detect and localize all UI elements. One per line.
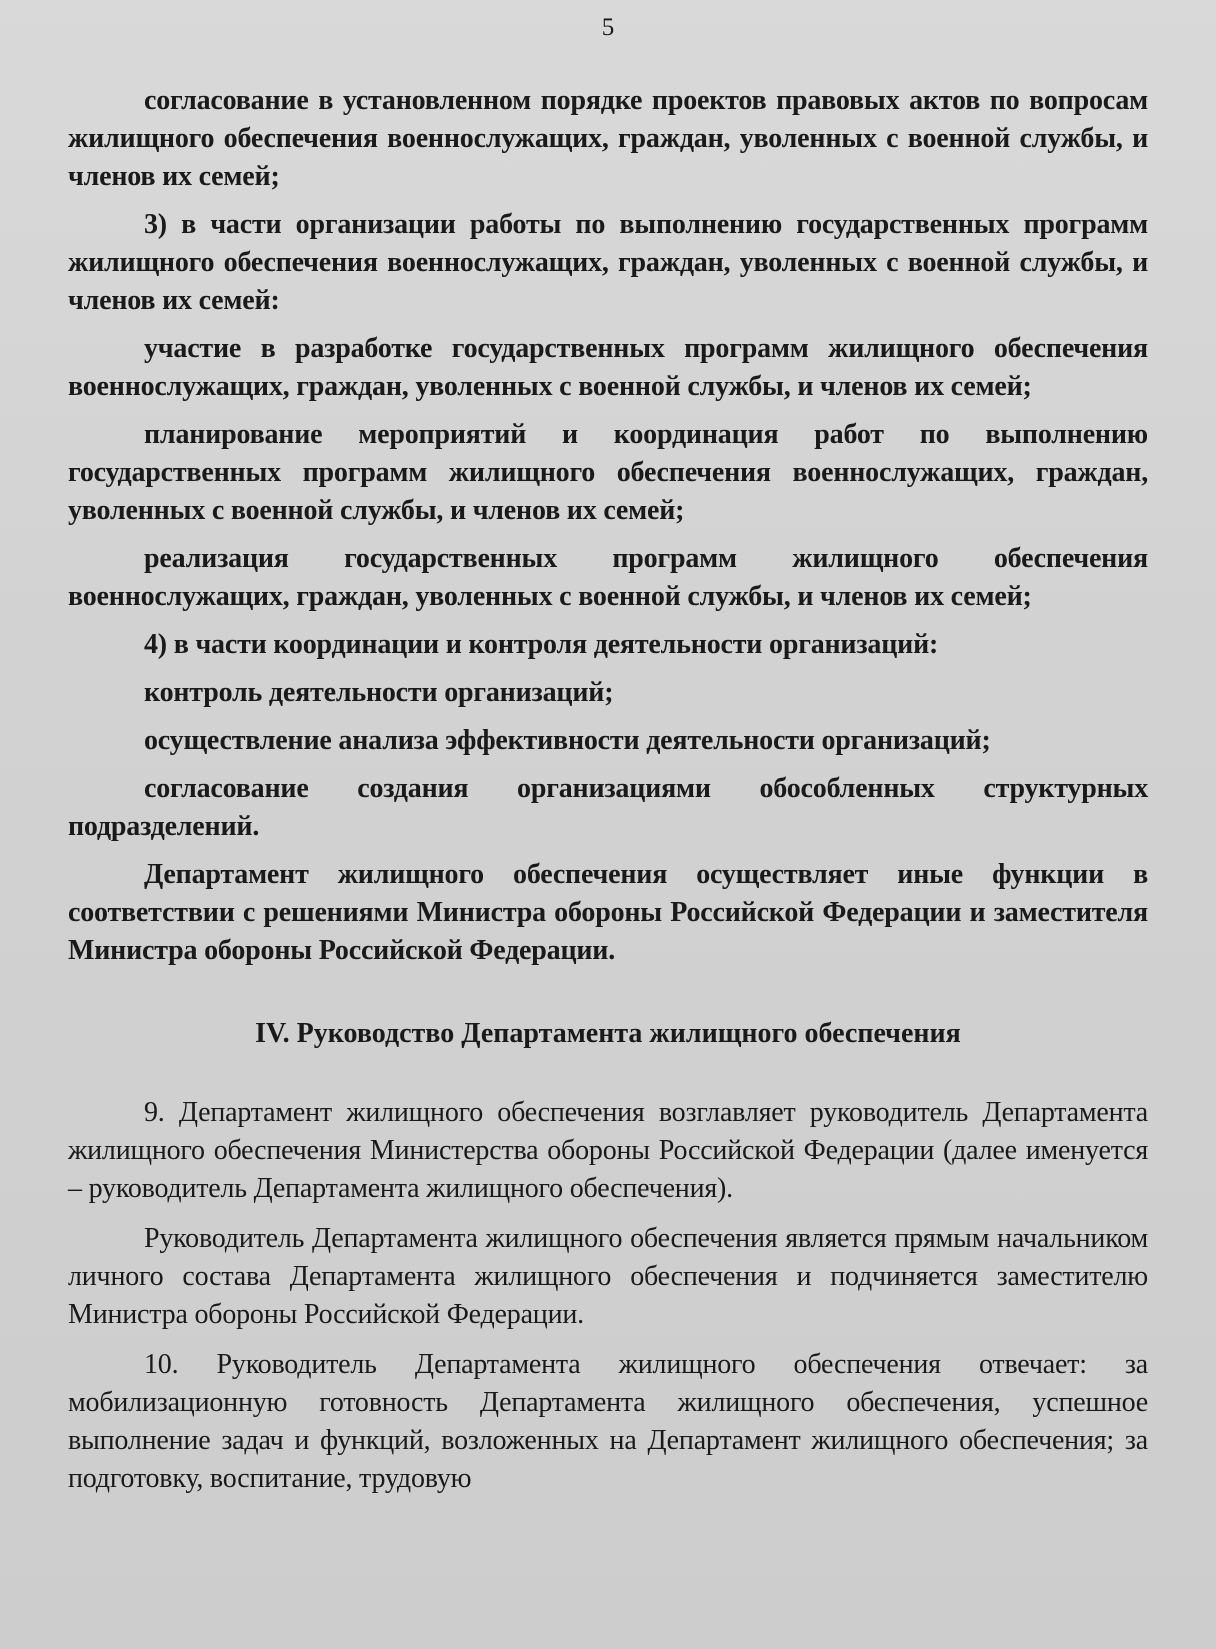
paragraph: участие в разработке государственных программ жилищного обеспечения военнослужащих, граждан, уволенных с военной службы, и членов их семей; [68, 333, 1148, 402]
paragraph: контроль деятельности организаций; [144, 677, 614, 708]
page-number: 5 [601, 14, 615, 41]
paragraph: согласование в установленном порядке проектов правовых актов по вопросам жилищного обеспечения военнослужащих, граждан, уволенных с военной службы, и членов их семей; [68, 85, 1148, 192]
paragraph: согласование создания организациями обособленных структурных подразделений. [68, 773, 1148, 842]
paragraph: Департамент жилищного обеспечения осуществляет иные функции в соответствии с решениями Министра обороны Российской Федерации и заместителя Министра обороны Российской Федерации. [68, 859, 1148, 966]
paragraph: 4) в части координации и контроля деятельности организаций: [144, 629, 939, 660]
section-heading: IV. Руководство Департамента жилищного обеспечения [255, 1018, 961, 1049]
paragraph: реализация государственных программ жилищного обеспечения военнослужащих, граждан, уволенных с военной службы, и членов их семей; [68, 543, 1148, 612]
paragraph: Руководитель Департамента жилищного обеспечения является прямым начальником личного состава Департамента жилищного обеспечения и подчиняется заместителю Министра обороны Российской Федерации. [68, 1223, 1148, 1330]
paragraph: 3) в части организации работы по выполнению государственных программ жилищного обеспечения военнослужащих, граждан, уволенных с военной службы, и членов их семей: [68, 209, 1148, 316]
paragraph: осуществление анализа эффективности деятельности организаций; [144, 725, 991, 756]
paragraph: 9. Департамент жилищного обеспечения возглавляет руководитель Департамента жилищного обеспечения Министерства обороны Российской Федерации (далее именуется – руководитель Департамента жилищного обеспечения). [68, 1097, 1148, 1204]
paragraph: планирование мероприятий и координация работ по выполнению государственных программ жилищного обеспечения военнослужащих, граждан, уволенных с военной службы, и членов их семей; [68, 419, 1148, 526]
paragraph: 10. Руководитель Департамента жилищного обеспечения отвечает: за мобилизационную готовность Департамента жилищного обеспечения, успешное выполнение задач и функций, возложенных на Департамент жилищного обеспечения; за подготовку, воспитание, трудовую [68, 1349, 1148, 1494]
